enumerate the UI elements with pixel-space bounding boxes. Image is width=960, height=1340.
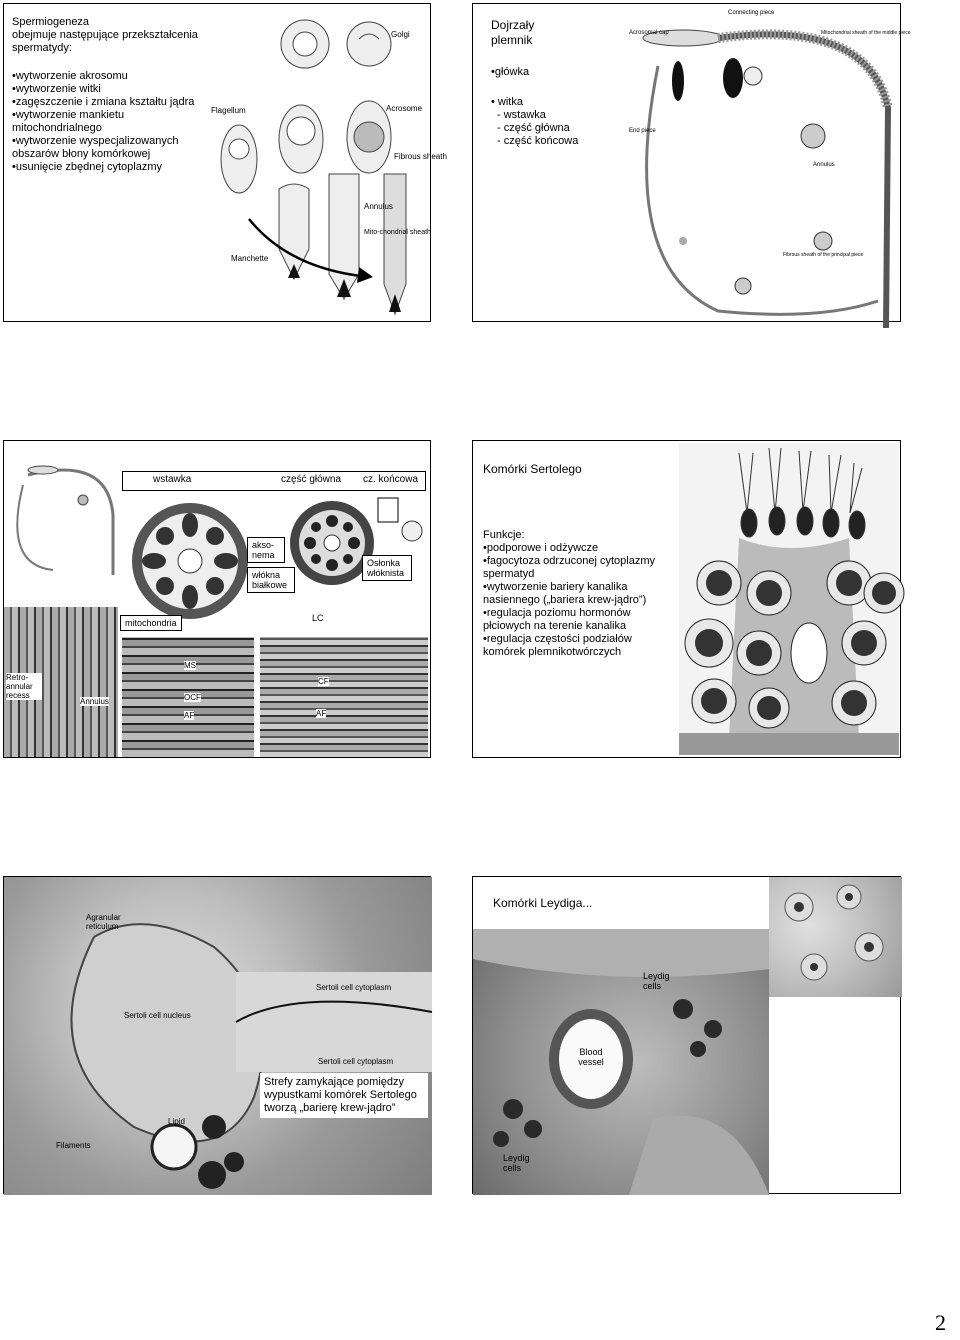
label-retro-annular: Retro-annular recess (6, 673, 42, 700)
label-blood-vessel: Blood vessel (578, 1047, 604, 1067)
label-leydig-cells-2: Leydig cells (503, 1153, 530, 1173)
slide-mature-sperm (472, 3, 911, 322)
caption-box: Strefy zamykające pomiędzy wypustkami komórek Sertolego tworzą „barierę krew-jądro” (260, 1073, 428, 1118)
bullet-item: • wytworzenie mankietu mitochondrialnego (12, 109, 212, 135)
label-protein-fibers: włókna białkowe (247, 567, 295, 593)
label-mito-sheath: Mitochondrial sheath of the middle piece (821, 30, 911, 36)
label-fibrous-sheath: Fibrous sheath of the principal piece (783, 252, 864, 258)
bullet-item: • wytworzenie akrosomu (12, 70, 212, 83)
label-lc: LC (312, 613, 324, 623)
sertoli-drawing (679, 443, 899, 755)
slide-spermiogenesis (3, 3, 447, 322)
micrograph-longitudinal-2 (122, 637, 254, 757)
bullet-list (491, 66, 631, 79)
slide-title: Komórki Leydiga... (493, 896, 593, 910)
bullet-item: • (491, 96, 498, 108)
label-flagellum: Flagellum (211, 106, 246, 115)
header-endpiece: cz. końcowa (363, 474, 419, 485)
label-acrosome: Acrosome (386, 104, 423, 113)
title-line: obejmuje następujące przekształcenia spermatydy: (12, 29, 198, 54)
label-af: AF (184, 711, 195, 720)
slide-title: Dojrzały plemnik (491, 18, 535, 47)
label-mitochondria: mitochondria (120, 615, 182, 631)
label-golgi: Golgi (391, 30, 410, 39)
label-sertoli-cytoplasm-1: Sertoli cell cytoplasm (316, 983, 392, 992)
label-end-piece: End piece (629, 128, 656, 134)
label-mito-sheath: Mito-chondrial sheath (364, 229, 431, 236)
label-ms: MS (184, 661, 196, 670)
header-principal: część główna (281, 474, 342, 485)
title-line: Spermiogeneza (12, 16, 90, 28)
label-annulus: Annulus (813, 162, 835, 168)
bullet-item: • zagęszczenie i zmiana kształtu jądra (12, 96, 212, 109)
page-number: 2 (935, 1310, 946, 1335)
slide-leydig-cells (472, 876, 901, 1194)
leydig-micrograph-inset (769, 877, 902, 997)
micrograph-longitudinal-3 (260, 637, 428, 757)
sperm-diagram (623, 6, 911, 320)
label-annulus: Annulus (364, 202, 393, 211)
bullet-item: • usunięcie zbędnej cytoplazmy (12, 161, 212, 174)
slide-tail-sections (3, 440, 431, 758)
leydig-micrograph-main (473, 929, 769, 1195)
label-af: AF (316, 709, 327, 718)
slide-sertoli-cells (472, 440, 901, 758)
bullet-item: • podporowe i odżywcze (483, 542, 673, 555)
label-fibrous-sheath: Fibrous sheath (394, 152, 447, 161)
label-agranular: Agranular reticulum (86, 913, 121, 931)
label-acrosomal-cap: Acrosomal cap (629, 30, 669, 36)
bullet-list (12, 70, 212, 174)
tail-parts (491, 96, 641, 148)
label-manchette: Manchette (231, 254, 269, 263)
header-midpiece: wstawka (153, 474, 192, 485)
tail-part: - część końcowa (497, 135, 579, 147)
mini-sperm-diagram (8, 455, 118, 575)
slide-title (12, 16, 222, 55)
functions-label: Funkcje: (483, 529, 525, 541)
spermiogenesis-diagram (209, 9, 447, 319)
bullet-item: • wytworzenie witki (12, 83, 212, 96)
header-bar (122, 471, 426, 491)
label-fibrous-sheath: Osłonka włóknista (362, 555, 412, 581)
bullet-item: • główka (491, 66, 631, 79)
tail-part: - część główna (497, 122, 570, 134)
bullet-item: • regulacja częstości podziałów komórek plemnikotwórczych (483, 633, 673, 659)
slide-title: Komórki Sertolego (483, 462, 582, 476)
label-filaments: Filaments (56, 1141, 91, 1150)
label-ocf: OCF (184, 693, 201, 702)
label-annulus: Annulus (80, 697, 109, 706)
label-sertoli-cytoplasm-2: Sertoli cell cytoplasm (318, 1057, 394, 1066)
slide-blood-testis-barrier (3, 876, 431, 1194)
bullet-item: • regulacja poziomu hormonów płciowych na terenie kanalika (483, 607, 673, 633)
label-leydig-cells-1: Leydig cells (643, 971, 670, 991)
label-connecting-piece: Connecting piece (728, 10, 775, 16)
label-cf: CF (318, 677, 329, 686)
bullet-item: • fagocytoza odrzuconej cytoplazmy spermatyd (483, 555, 673, 581)
bullet-item: • wytworzenie bariery kanalika nasiennego („bariera krew-jądro”) (483, 581, 673, 607)
label-lipid: Lipid (168, 1117, 185, 1126)
bullet-item: • wytworzenie wyspecjalizowanych obszarów błony komórkowej (12, 135, 212, 161)
bullet-list (483, 542, 673, 659)
label-sertoli-nucleus: Sertoli cell nucleus (124, 1011, 191, 1020)
electron-micrograph (4, 877, 432, 1195)
micrograph-longitudinal-1 (4, 607, 118, 757)
tail-part: - wstawka (497, 109, 546, 121)
inset-cells (769, 877, 902, 997)
bullet-text: witka (497, 96, 523, 108)
label-axoneme: akso-nema (247, 537, 285, 563)
